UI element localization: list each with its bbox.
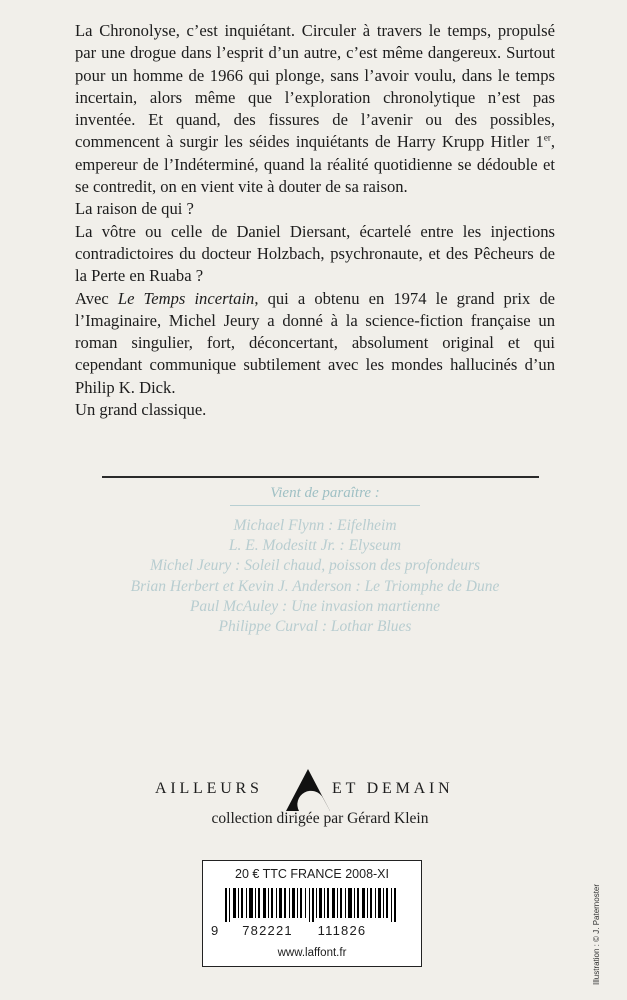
- recent-releases-list: [100, 516, 530, 637]
- superscript-er: er: [543, 132, 551, 143]
- blurb-paragraph-2: La raison de qui ?: [75, 199, 194, 219]
- price-barcode-box: [202, 860, 422, 967]
- isbn-number: 9 782221 111826: [211, 923, 367, 938]
- blurb-paragraph-1: La Chronolyse, c’est inquiétant. Circuler à travers le temps, propulsé par une drogue dans l’esprit d’un autre, c’est même dangereux. Surtout pour un homme de 1966 qui plonge, sans l’avoir voulu, dans le temps incertain, alors même que l’exploration chronolytique n’est pas inventée. Et quand, des fissures de l’avenir ou des possibles, commencent à surgir les séides inquiétants de Harry Krupp Hitler 1er, empereur de l’Indéterminé, quand la réalité quotidienne se dédouble et se contredit, on en vient vite à douter de sa raison.: [75, 21, 555, 197]
- blurb-paragraph-4: Avec Le Temps incertain, qui a obtenu en 1974 le grand prix de l’Imaginaire, Michel Jeury a donné à la science-fiction française un roman singulier, fort, déconcertant, absolument original et qui cependant communique subtilement avec les mondes hallucinés d’un Philip K. Dick.: [75, 288, 555, 397]
- publisher-url: www.laffont.fr: [277, 947, 347, 959]
- price-label: 20 € TTC FRANCE 2008-XI: [235, 867, 389, 881]
- collection-logo: [150, 775, 490, 805]
- recent-title-5: Paul McAuley : Une invasion martienne: [189, 597, 441, 615]
- blurb-paragraph-3: La vôtre ou celle de Daniel Diersant, écartelé entre les injections contradictoires du docteur Holzbach, psychronaute, et des Pêcheurs de la Perte en Ruaba ?: [75, 221, 555, 286]
- recent-title-2: L. E. Modesitt Jr. : Elyseum: [228, 537, 402, 555]
- triangle-logo-icon: [285, 768, 331, 812]
- collection-director: collection dirigée par Gérard Klein: [211, 810, 429, 827]
- recent-releases-heading: Vient de paraître :: [230, 485, 420, 506]
- barcode-icon: [225, 888, 401, 922]
- recent-title-6: Philippe Curval : Lothar Blues: [218, 618, 412, 636]
- blurb-paragraph-5: Un grand classique.: [75, 400, 207, 420]
- collection-name-right: ET DEMAIN: [332, 780, 454, 797]
- recent-title-4: Brian Herbert et Kevin J. Anderson : Le Triomphe de Dune: [130, 577, 500, 595]
- collection-name-left: AILLEURS: [155, 780, 263, 797]
- recent-title-1: Michael Flynn : Eifelheim: [233, 517, 397, 534]
- recent-title-3: Michel Jeury : Soleil chaud, poisson des profondeurs: [149, 557, 481, 575]
- horizontal-divider: [102, 476, 539, 478]
- book-title: Le Temps incertain: [117, 288, 255, 308]
- back-cover-blurb: [75, 20, 555, 421]
- illustration-credit: Illustration : © J. Paternoster: [592, 883, 601, 985]
